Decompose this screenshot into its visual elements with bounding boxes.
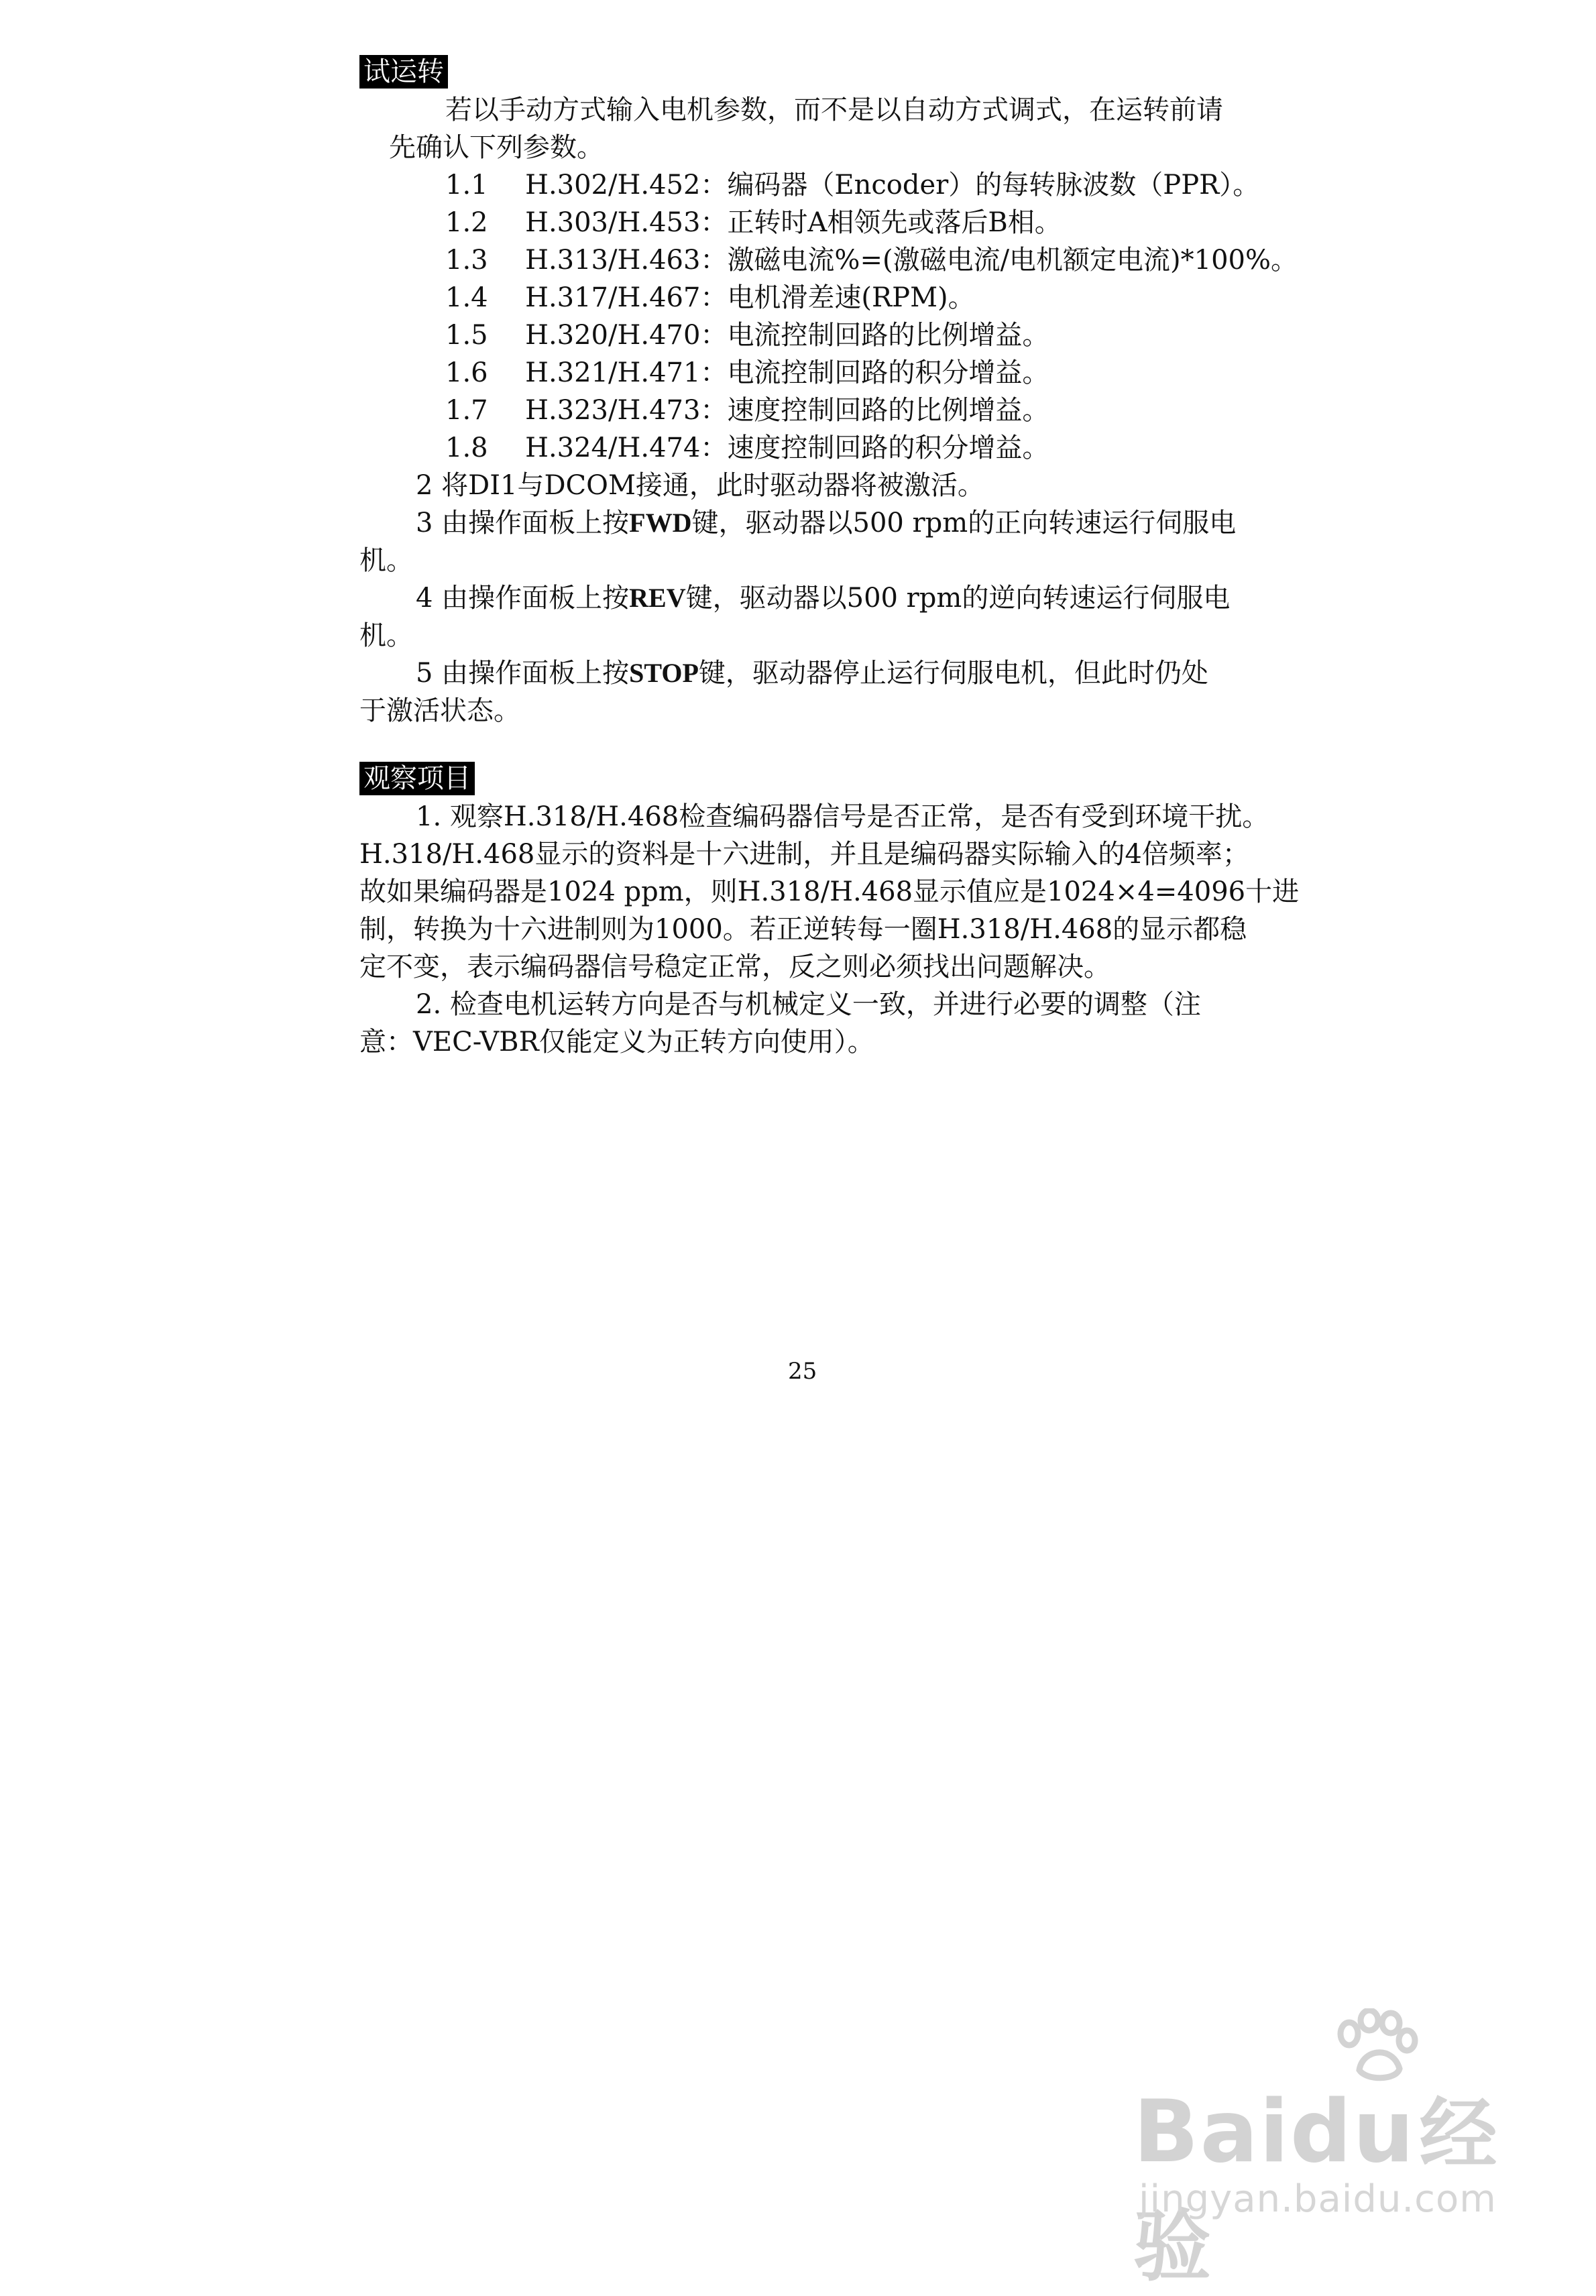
watermark-url: jingyan.baidu.com <box>1139 2177 1497 2221</box>
step-3 <box>416 506 1236 540</box>
param-number: 1.6 <box>445 357 488 388</box>
fwd-key-label: FWD <box>629 508 692 538</box>
param-item <box>445 318 1049 353</box>
param-item <box>445 431 1049 465</box>
rev-key-label: REV <box>629 583 686 613</box>
param-code: H.320/H.470： <box>525 320 728 351</box>
watermark-brand-cn: 经验 <box>1133 2089 1499 2292</box>
baidu-jingyan-watermark <box>1133 2008 1522 2292</box>
observation-line: H.318/H.468显示的资料是十六进制，并且是编码器实际输入的4倍频率； <box>359 839 1249 870</box>
step-4-text: 4 由操作面板上按 <box>416 583 630 614</box>
step-3-wrap: 机。 <box>359 545 413 576</box>
param-code: H.303/H.453： <box>525 207 728 238</box>
param-code: H.317/H.467： <box>525 282 728 313</box>
step-3-text-cont: 键，驱动器以500 rpm的正向转速运行伺服电 <box>691 508 1237 538</box>
param-item <box>445 280 975 315</box>
param-item <box>445 168 1259 203</box>
param-code: H.302/H.452： <box>525 170 728 200</box>
step-2: 2 将DI1与DCOM接通，此时驱动器将被激活。 <box>416 470 984 501</box>
step-5-text: 5 由操作面板上按 <box>416 658 630 689</box>
step-5 <box>416 656 1208 691</box>
watermark-brand-du: du <box>1290 2082 1416 2182</box>
param-item <box>445 355 1049 390</box>
param-desc: 速度控制回路的比例增益。 <box>727 395 1049 426</box>
observation-line: 制，转换为十六进制则为1000。若正逆转每一圈H.318/H.468的显示都稳 <box>359 914 1247 945</box>
param-number: 1.5 <box>445 320 488 351</box>
step-5-wrap: 于激活状态。 <box>359 695 520 726</box>
observation-line: 故如果编码器是1024 ppm，则H.318/H.468显示值应是1024×4=4096十进 <box>359 876 1300 907</box>
section-heading-observation: 观察项目 <box>359 762 475 795</box>
page-number: 25 <box>788 1358 817 1385</box>
param-item <box>445 205 1062 240</box>
watermark-brand-bai: Bai <box>1133 2082 1290 2182</box>
param-desc: 电机滑差速(RPM)。 <box>727 282 975 313</box>
step-4-wrap: 机。 <box>359 620 413 651</box>
param-number: 1.1 <box>445 170 488 200</box>
param-item <box>445 243 1298 278</box>
param-code: H.324/H.474： <box>525 433 728 463</box>
observation-line: 定不变，表示编码器信号稳定正常，反之则必须找出问题解决。 <box>359 952 1110 982</box>
intro-line-2: 先确认下列参数。 <box>389 132 604 163</box>
stop-key-label: STOP <box>629 658 699 688</box>
param-number: 1.4 <box>445 282 488 313</box>
paw-icon <box>1329 2008 1423 2082</box>
param-number: 1.7 <box>445 395 488 426</box>
step-4-text-cont: 键，驱动器以500 rpm的逆向转速运行伺服电 <box>685 583 1231 614</box>
param-item <box>445 393 1049 428</box>
param-number: 1.3 <box>445 245 488 276</box>
step-4 <box>416 581 1230 616</box>
param-desc: 电流控制回路的比例增益。 <box>727 320 1049 351</box>
observation-line: 1. 观察H.318/H.468检查编码器信号是否正常，是否有受到环境干扰。 <box>416 801 1269 832</box>
param-desc: 编码器（Encoder）的每转脉波数（PPR）。 <box>727 170 1260 200</box>
intro-line-1: 若以手动方式输入电机参数，而不是以自动方式调式，在运转前请 <box>445 95 1223 125</box>
param-desc: 激磁电流%=(激磁电流/电机额定电流)*100%。 <box>727 245 1298 276</box>
param-number: 1.2 <box>445 207 488 238</box>
param-desc: 电流控制回路的积分增益。 <box>727 357 1049 388</box>
param-code: H.323/H.473： <box>525 395 728 426</box>
observation-line: 2. 检查电机运转方向是否与机械定义一致，并进行必要的调整（注 <box>416 989 1201 1020</box>
section-heading-trial-run: 试运转 <box>359 55 448 89</box>
step-3-text: 3 由操作面板上按 <box>416 508 630 538</box>
observation-line: 意：VEC-VBR仅能定义为正转方向使用）。 <box>359 1027 874 1057</box>
param-code: H.313/H.463： <box>525 245 728 276</box>
param-desc: 速度控制回路的积分增益。 <box>727 433 1049 463</box>
param-desc: 正转时A相领先或落后B相。 <box>727 207 1062 238</box>
step-5-text-cont: 键，驱动器停止运行伺服电机，但此时仍处 <box>698 658 1208 689</box>
param-number: 1.8 <box>445 433 488 463</box>
param-code: H.321/H.471： <box>525 357 728 388</box>
